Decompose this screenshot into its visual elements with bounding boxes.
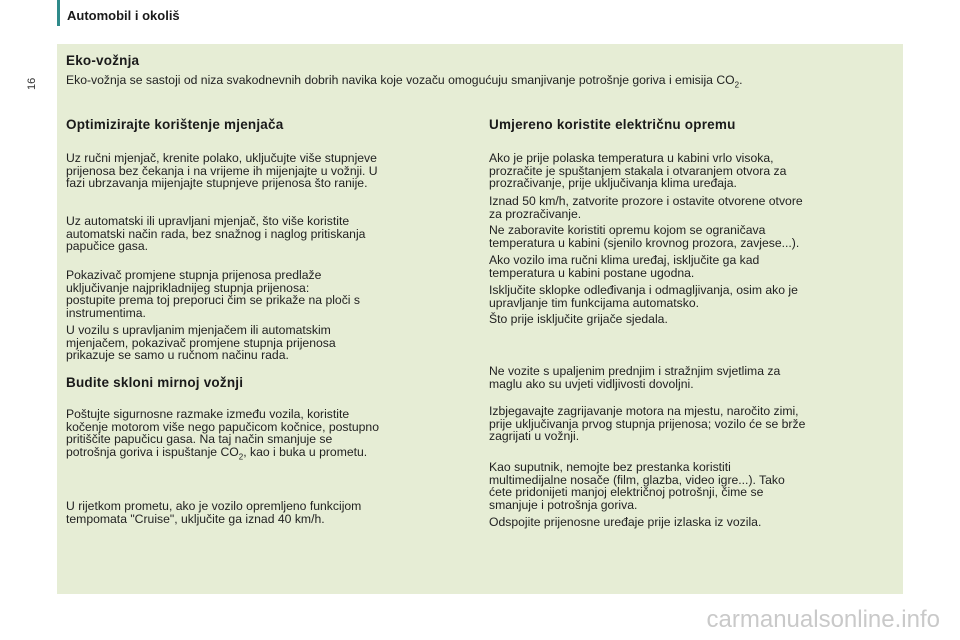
watermark: carmanualsonline.info xyxy=(706,606,940,633)
calm-driving-text: Poštujte sigurnosne razmake između vozila, koristite kočenje motorom više nego papučicom kočnice, postupno pritiščite papučicu gasa. Na taj način smanjuje se potrošnja goriva i ispuštanje CO xyxy=(66,407,379,459)
co2-subscript: 2 xyxy=(238,452,244,462)
electrical-paragraph-seat-heaters: Što prije isključite grijače sjedala. xyxy=(489,312,668,326)
intro-subscript: 2 xyxy=(734,80,740,90)
gearbox-paragraph-indicator-note: U vozilu s upravljanim mjenjačem ili automatskim mjenjačem, pokazivač promjene stupnja prijenosa prikazuje se samo u ručnom načinu rada. xyxy=(66,323,336,363)
page-number: 16 xyxy=(26,77,38,90)
calm-driving-paragraph-cruise: U rijetkom prometu, ako je vozilo opremljeno funkcijom tempomata "Cruise", uključite ga iznad 40 km/h. xyxy=(66,499,362,526)
eco-driving-intro xyxy=(66,74,896,91)
electrical-equipment-heading: Umjereno koristite električnu opremu xyxy=(489,117,736,132)
electrical-paragraph-fog-lights: Ne vozite s upaljenim prednjim i stražnjim svjetlima za maglu ako su uvjeti vidljivosti dovoljni. xyxy=(489,364,781,391)
gearbox-heading: Optimizirajte korištenje mjenjača xyxy=(66,117,284,132)
intro-text: Eko-vožnja se sastoji od niza svakodnevnih dobrih navika koje vozaču omogućuju smanjivanje potrošnje goriva i emisija CO xyxy=(66,73,735,87)
electrical-paragraph-engine-warmup: Izbjegavajte zagrijavanje motora na mjestu, naročito zimi, prije uključivanja prvog stupnja prijenosa; vozilo će se brže zagrijati u vožnji. xyxy=(489,404,806,444)
gearbox-paragraph-indicator: Pokazivač promjene stupnja prijenosa predlaže uključivanje najprikladnijeg stupnja prijenosa: postupite prema toj preporuci čim se prikaže na ploči s instrumentima. xyxy=(66,268,360,320)
electrical-paragraph-manual-ac: Ako vozilo ima ručni klima uređaj, isključite ga kad temperatura u kabini postane ugodna. xyxy=(489,253,760,280)
electrical-paragraph-multimedia: Kao suputnik, nemojte bez prestanka koristiti multimedijalne nosače (film, glazba, video igre...). Tako ćete pridonijeti manjoj električnoj potrošnji, čime se smanjuje i potrošnja goriva. xyxy=(489,460,785,512)
header-accent-bar xyxy=(57,0,60,26)
electrical-paragraph-windows: Iznad 50 km/h, zatvorite prozore i ostavite otvorene otvore za prozračivanje. xyxy=(489,194,803,221)
eco-driving-title: Eko-vožnja xyxy=(66,53,140,68)
electrical-paragraph-sunblind: Ne zaboravite koristiti opremu kojom se ograničava temperatura u kabini (sjenilo krovnog prozora, zavjese...). xyxy=(489,223,800,250)
electrical-paragraph-portable-devices: Odspojite prijenosne uređaje prije izlaska iz vozila. xyxy=(489,515,762,529)
gearbox-paragraph-automatic: Uz automatski ili upravljani mjenjač, što više koristite automatski način rada, bez snažnog i naglog pritiskanja papučice gasa. xyxy=(66,214,366,254)
calm-driving-paragraph-distance xyxy=(66,408,471,464)
calm-driving-text-end: , kao i buka u prometu. xyxy=(243,444,368,459)
calm-driving-heading: Budite skloni mirnoj vožnji xyxy=(66,375,244,390)
intro-text-end: . xyxy=(739,73,743,87)
electrical-paragraph-demist: Isključite sklopke odleđivanja i odmagljivanja, osim ako je upravljanje tim funkcijama automatsko. xyxy=(489,283,798,310)
page-section-title: Automobil i okoliš xyxy=(67,8,180,23)
electrical-paragraph-ventilation: Ako je prije polaska temperatura u kabini vrlo visoka, prozračite je spuštanjem stakala i otvaranjem otvora za prozračivanje, prije uključivanja klima uređaja. xyxy=(489,151,787,191)
gearbox-paragraph-manual: Uz ručni mjenjač, krenite polako, uključujte više stupnjeve prijenosa bez čekanja i na vrijeme ih mijenjajte u vožnji. U fazi ubrzavanja mijenjajte stupnjeve prijenosa što ranije. xyxy=(66,151,378,191)
